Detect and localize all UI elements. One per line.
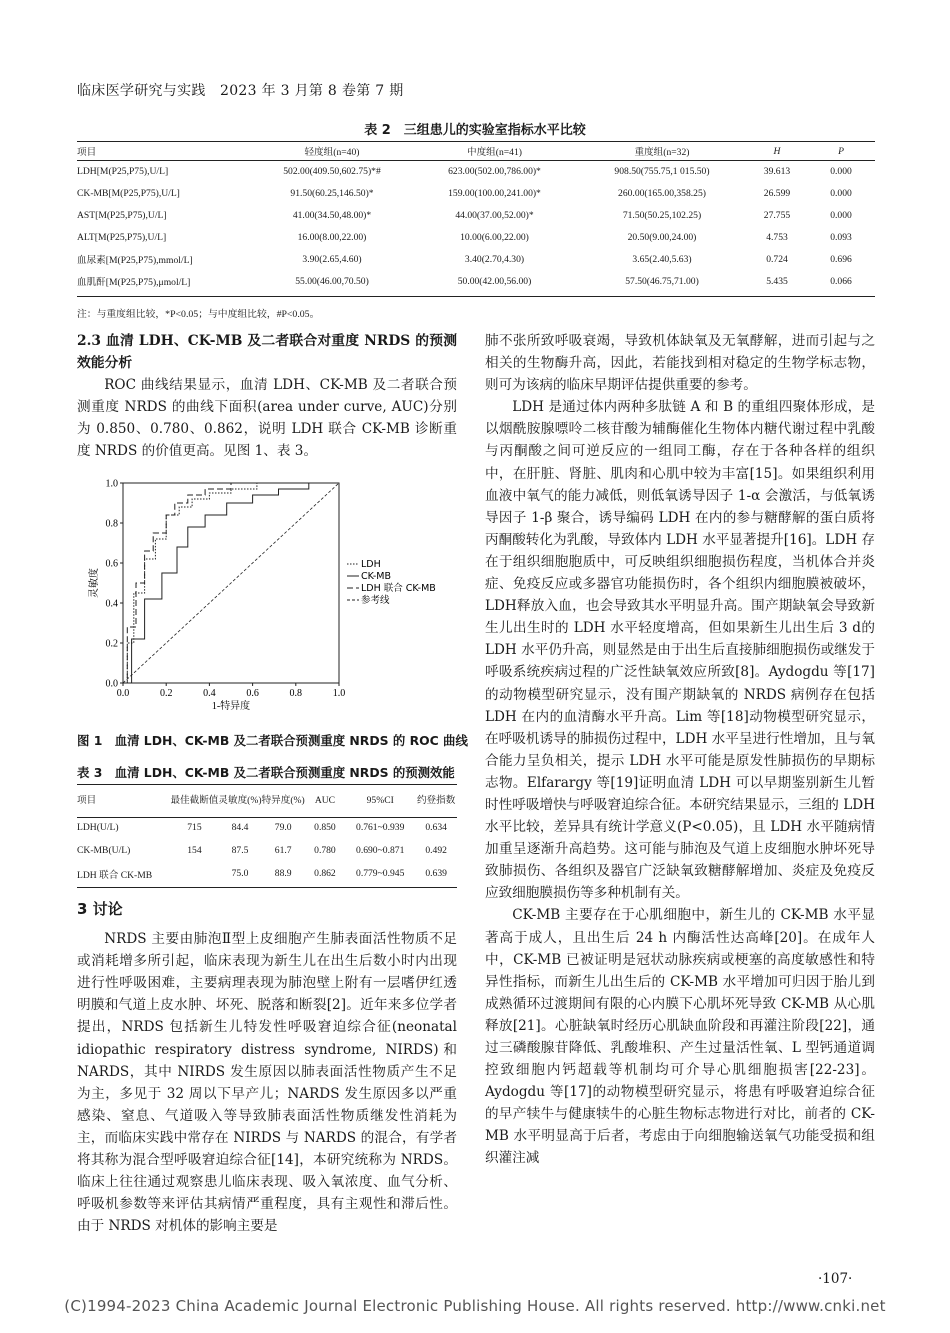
- table2-cell: 0.724: [766, 253, 788, 265]
- legend-label: 参考线: [361, 595, 390, 606]
- table3-header: AUC: [314, 795, 336, 806]
- table3-cell: 0.780: [314, 845, 336, 856]
- table2-cell: 502.00(409.50,602.75)*#: [283, 165, 381, 177]
- copyright-footer: (C)1994-2023 China Academic Journal Electronic Publishing House. All rights reserved. http://www.cnki.net: [64, 1297, 886, 1315]
- table2-cell: 41.00(34.50,48.00)*: [292, 209, 372, 221]
- right-column: [485, 330, 875, 1170]
- x-tick-label: 1.0: [332, 688, 346, 699]
- table3-cell: 84.4: [231, 822, 249, 833]
- table2-cell: 50.00(42.00,56.00): [457, 275, 532, 287]
- table2-cell: 0.000: [830, 165, 852, 177]
- roc-series-line: [123, 483, 339, 683]
- table-row: [77, 248, 875, 270]
- table3-bottom-rule: [77, 887, 457, 888]
- table2-cell: 0.093: [830, 231, 852, 243]
- roc-ylabel: 灵敏度: [89, 568, 100, 598]
- y-tick-label: 0.0: [105, 678, 118, 690]
- table3-cell: LDH 联合 CK-MB: [77, 869, 153, 881]
- table2-caption: 表 2 三组患儿的实验室指标水平比较: [364, 123, 586, 138]
- right-paragraph: CK-MB 主要存在于心肌细胞中，新生儿的 CK-MB 水平显著高于成人，且出生后 24 h 内酶活性达高峰[20]。在成年人中，CK-MB 已被证明是冠状动脉疾病或梗塞的高度敏感性和特异性指标，而新生儿出生后的 CK-MB 水平增加可归因于胎儿到成熟循环过渡期间有限的心内膜下心肌坏死导致 CK-MB 从心肌释放[21]。心脏缺氧时经历心肌缺血阶段和再灌注阶段[22]，通过三磷酸腺苷降低、乳酸堆积、产生过量活性氧、L 型钙通道调控致细胞内钙超载等机制均可介导心肌细胞损害[22-23]。Aydogdu 等[17]的动物模型研究显示，将患有呼吸窘迫综合征的早产犊牛与健康犊牛的心脏生物标志物进行对比，前者的 CK-MB 水平明显高于后者，考虑由于向细胞输送氧气功能受损和组织灌注减: [485, 907, 875, 1167]
- section-2-3-title: 2.3 血清 LDH、CK-MB 及二者联合对重度 NRDS 的预测效能分析: [77, 333, 457, 371]
- table-row: [77, 226, 875, 248]
- table2-cell: 3.65(2.40,5.63): [632, 253, 692, 265]
- table2: [77, 142, 875, 292]
- roc-xlabel: 1-特异度: [211, 701, 251, 712]
- table-row: [77, 270, 875, 292]
- table3-header-row: [77, 786, 457, 816]
- table2-header-row: [77, 142, 875, 160]
- journal-header: 临床医学研究与实践 2023 年 3 月第 8 卷第 7 期: [77, 83, 404, 99]
- table-row: [77, 862, 457, 885]
- table2-cell: 39.613: [763, 165, 791, 177]
- table3-cell: 0.639: [425, 868, 447, 879]
- section-2-3: [77, 330, 457, 462]
- table3-cell: 87.5: [231, 845, 249, 856]
- table-row: [77, 160, 875, 182]
- right-paragraph: 肺不张所致呼吸衰竭，导致机体缺氧及无氧酵解，进而引起与之相关的生物酶升高，因此，若能找到相对稳定的生物学标志物，则可为该病的临床早期评估提供重要的参考。: [485, 333, 875, 394]
- table2-cell: ALT[M(P25,P75),U/L]: [77, 231, 167, 243]
- table2-cell: 5.435: [766, 275, 788, 287]
- x-tick-label: 0.4: [203, 688, 216, 699]
- table2-cell: 0.066: [830, 275, 852, 287]
- table2-cell: CK-MB[M(P25,P75),U/L]: [77, 187, 180, 199]
- section-3: [77, 898, 457, 1237]
- table2-cell: 57.50(46.75,71.00): [625, 275, 699, 287]
- table3: [77, 786, 457, 885]
- y-tick-label: 1.0: [105, 478, 118, 490]
- table2-cell: 3.90(2.65,4.60): [302, 253, 362, 265]
- table2-bottom-rule: [77, 296, 875, 297]
- figure1-caption: 图 1 血清 LDH、CK-MB 及二者联合预测重度 NRDS 的 ROC 曲线: [77, 733, 468, 748]
- table3-header: 最佳截断值: [170, 795, 219, 806]
- table2-header: 项目: [77, 147, 97, 158]
- y-tick-label: 0.2: [105, 638, 118, 650]
- table2-cell: 91.50(60.25,146.50)*: [290, 187, 374, 199]
- table3-cell: [170, 862, 218, 885]
- table2-header: 轻度组(n=40): [304, 147, 360, 158]
- table2-cell: 血肌酐[M(P25,P75),μmol/L]: [77, 277, 191, 288]
- table2-cell: 20.50(9.00,24.00): [627, 231, 697, 243]
- table3-cell: 79.0: [274, 822, 292, 833]
- table3-cell: 0.862: [314, 868, 336, 879]
- table-row: [77, 816, 457, 839]
- table3-cell: CK-MB(U/L): [77, 845, 131, 856]
- x-tick-label: 0.6: [246, 688, 259, 699]
- table2-header: H: [773, 145, 781, 157]
- section-3-paragraph: NRDS 主要由肺泡Ⅱ型上皮细胞产生肺表面活性物质不足或消耗增多所引起，临床表现为新生儿在出生后数小时内出现进行性呼吸困难，主要病理表现为肺泡壁上附有一层嗜伊红透明膜和气道上皮水肿、坏死、脱落和断裂[2]。近年来多位学者提出，NRDS 包括新生儿特发性呼吸窘迫综合征(neonatal idiopathic respiratory distress syndrome, NIRDS)和 NARDS，其中 NIRDS 发生原因以肺表面活性物质产生不足为主，多见于 32 周以下早产儿；NARDS 发生原因多以严重感染、窒息、气道吸入等导致肺表面活性物质继发性消耗为主，而临床实践中常存在 NIRDS 与 NARDS 的混合，有学者将其称为混合型呼吸窘迫综合征[14]，本研究统称为 NRDS。临床上往往通过观察患儿临床表现、吸入氧浓度、血气分析、呼吸机参数等来评估其病情严重程度，具有主观性和滞后性。由于 NRDS 对机体的影响主要是: [77, 931, 457, 1235]
- table2-cell: 55.00(46.00,70.50): [295, 275, 369, 287]
- table2-header: 中度组(n=41): [467, 147, 522, 158]
- table2-cell: 10.00(6.00,22.00): [460, 231, 529, 243]
- table2-cell: 71.50(50.25,102.25): [622, 209, 702, 221]
- table2-cell: 159.00(100.00,241.00)*: [448, 187, 541, 199]
- legend-label: LDH 联合 CK-MB: [361, 583, 436, 594]
- y-tick-label: 0.8: [105, 518, 118, 530]
- table3-cell: 0.690~0.871: [356, 845, 405, 856]
- table3-cell: 88.9: [274, 868, 292, 879]
- table3-cell: 0.492: [425, 845, 447, 856]
- table3-cell: 715: [187, 822, 202, 833]
- table3-cell: 61.7: [274, 845, 292, 856]
- table3-cell: 154: [187, 845, 202, 856]
- table2-cell: 44.00(37.00,52.00)*: [455, 209, 534, 221]
- table3-header: 项目: [77, 795, 97, 806]
- y-tick-label: 0.4: [105, 598, 118, 610]
- section-2-3-paragraph: ROC 曲线结果显示，血清 LDH、CK-MB 及二者联合预测重度 NRDS 的曲线下面积(area under curve, AUC)分别为 0.850、0.780、0.862，说明 LDH 联合 CK-MB 诊断重度 NRDS 的价值更高。见图 1、表 3。: [77, 377, 457, 460]
- table2-cell: 16.00(8.00,22.00): [297, 231, 367, 243]
- table2-cell: 27.755: [763, 209, 791, 221]
- page-number: ·107·: [818, 1271, 853, 1287]
- table3-caption: 表 3 血清 LDH、CK-MB 及二者联合预测重度 NRDS 的预测效能: [77, 765, 455, 780]
- legend-label: LDH: [361, 559, 381, 570]
- table2-cell: 0.000: [830, 209, 852, 221]
- table2-cell: 0.696: [830, 253, 852, 265]
- right-paragraph: LDH 是通过体内两种多肽链 A 和 B 的重组四聚体形成，是以烟酰胺腺嘌呤二核苷酸为辅酶催化生物体内糖代谢过程中乳酸与丙酮酸之间可逆反应的一组同工酶，存在于各种各样的组织中，在肝脏、肾脏、肌肉和心肌中较为丰富[15]。如果组织利用血液中氧气的能力减低，则低氧诱导因子 1-α 会激活，与低氧诱导因子 1-β 聚合，诱导编码 LDH 在内的参与糖酵解的蛋白质将丙酮酸转化为乳酸，导致体内 LDH 水平显著提升[16]。LDH 存在于组织细胞胞质中，可反映组织细胞损伤程度，当机体合并炎症、免疫反应或多器官功能损伤时，各个组织内细胞膜被破坏，LDH释放入血，也会导致其水平明显升高。围产期缺氧会导致新生儿出生时的 LDH 水平轻度增高，但如果新生儿出生后 3 d的 LDH 水平仍升高，则显然是由于出生后直接肺细胞损伤或继发于呼吸系统疾病过程的广泛性缺氧效应所致[8]。Aydogdu 等[17]的动物模型研究显示，没有围产期缺氧的 NRDS 病例存在包括 LDH 在内的血清酶水平升高。Lim 等[18]动物模型研究显示，在呼吸机诱导的肺损伤过程中，LDH 水平呈进行性增加，且与氧合能力呈负相关，提示 LDH 水平可能是原发性肺损伤的早期标志物。Elfarargy 等[19]证明血清 LDH 可以早期鉴别新生儿暂时性呼吸增快与呼吸窘迫综合征。本研究结果显示，三组的 LDH 水平比较，差异具有统计学意义(P<0.05)，且 LDH 水平随病情加重呈逐渐升高趋势。这可能与肺泡及气道上皮细胞水肿坏死导致肺损伤、各组织及器官广泛缺氧致糖酵解增加、炎症及免疫反应致细胞膜损伤等多种机制有关。: [485, 399, 875, 902]
- table2-cell: 血尿素[M(P25,P75),mmol/L]: [77, 255, 193, 266]
- table2-cell: 3.40(2.70,4.30): [464, 253, 525, 265]
- table3-header: 约登指数: [416, 795, 456, 806]
- table3-cell: 0.850: [314, 822, 336, 833]
- legend-label: CK-MB: [361, 571, 392, 582]
- table2-note: 注：与重度组比较，*P<0.05；与中度组比较，#P<0.05。: [77, 309, 320, 320]
- x-tick-label: 0.2: [159, 688, 173, 699]
- table2-cell: 260.00(165.00,358.25): [618, 187, 706, 199]
- table3-cell: 0.634: [425, 822, 447, 833]
- x-tick-label: 0.8: [289, 688, 303, 699]
- table3-header: 95%CI: [366, 795, 394, 806]
- table2-header: 重度组(n=32): [634, 147, 690, 158]
- table2-cell: 0.000: [830, 187, 852, 199]
- x-tick-label: 0.0: [116, 688, 130, 699]
- section-3-title: 3 讨论: [77, 900, 123, 918]
- table-row: [77, 204, 875, 226]
- roc-chart: [77, 475, 467, 730]
- table2-cell: 908.50(755.75,1 015.50): [614, 165, 710, 177]
- table3-cell: 75.0: [231, 868, 249, 879]
- table3-cell: 0.779~0.945: [356, 868, 405, 879]
- table-row: [77, 182, 875, 204]
- y-tick-label: 0.6: [105, 558, 118, 570]
- table2-cell: 26.599: [763, 187, 791, 199]
- table3-cell: 0.761~0.939: [356, 822, 405, 833]
- table2-cell: 623.00(502.00,786.00)*: [448, 165, 541, 177]
- table2-cell: 4.753: [766, 231, 788, 243]
- table3-cell: LDH(U/L): [77, 822, 119, 833]
- table2-cell: LDH[M(P25,P75),U/L]: [77, 165, 169, 177]
- table-row: [77, 839, 457, 862]
- table2-cell: AST[M(P25,P75),U/L]: [77, 209, 167, 221]
- table3-header: 灵敏度(%): [218, 795, 262, 806]
- table3-header: 特异度(%): [261, 795, 305, 806]
- table2-header: P: [838, 145, 844, 157]
